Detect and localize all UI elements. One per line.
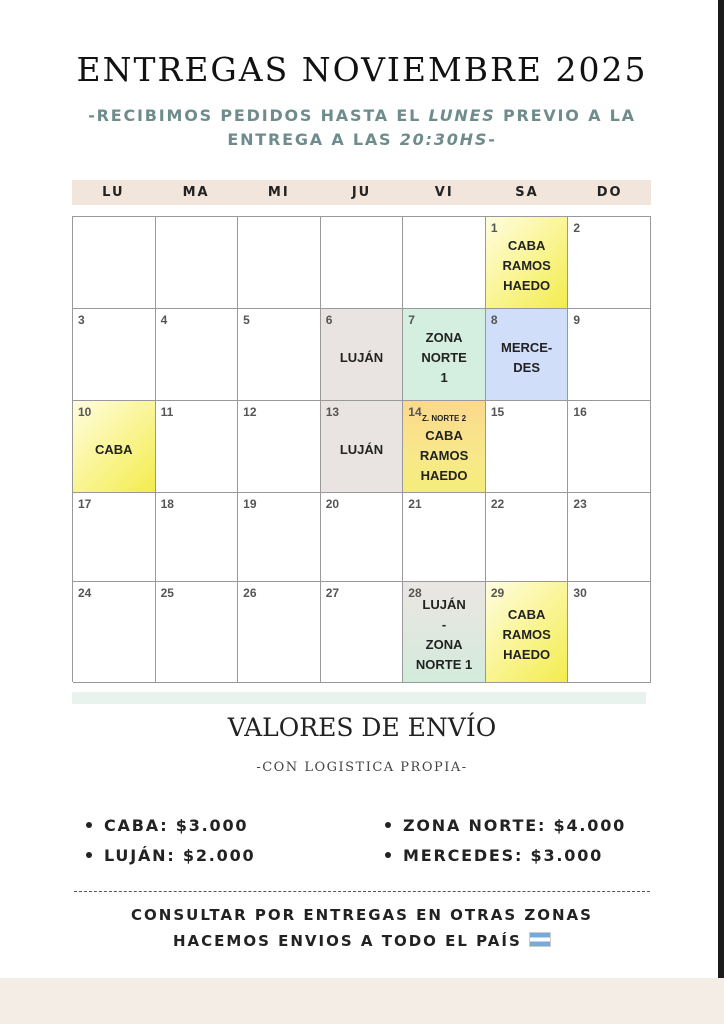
bullet-icon [86, 852, 92, 858]
calendar-day-cell [156, 582, 239, 683]
delivery-zone-label [73, 401, 155, 492]
calendar-day-cell [486, 217, 569, 309]
calendar-day-cell [238, 582, 321, 683]
calendar-day-cell [568, 309, 651, 401]
weekday-label: DO [596, 185, 623, 200]
calendar-day-cell [486, 493, 569, 582]
day-number: 19 [243, 497, 257, 511]
deadline-text-c: PREVIO A LA [495, 106, 636, 125]
delivery-zone-line: HAEDO [420, 467, 468, 483]
deadline-weekday: LUNES [428, 106, 496, 125]
delivery-zone-line: LUJÁN [339, 441, 384, 457]
delivery-zone-line: RAMOS [502, 257, 551, 273]
order-deadline-line-1 [60, 104, 664, 128]
calendar-day-cell [73, 309, 156, 401]
day-number: 6 [325, 313, 333, 327]
delivery-zone-line: LUJÁN [422, 597, 466, 612]
argentina-flag-icon [529, 932, 551, 947]
delivery-zone-label [403, 582, 485, 682]
delivery-zone-line: - [441, 617, 447, 632]
calendar-day-cell [156, 493, 239, 582]
day-number: 4 [160, 313, 168, 327]
delivery-zone-line: ZONA [425, 329, 463, 345]
price-item [385, 846, 603, 865]
delivery-zone-line: RAMOS [502, 627, 551, 642]
calendar-day-cell [238, 309, 321, 401]
delivery-zone-label [403, 309, 485, 400]
delivery-zone-line: HAEDO [503, 277, 551, 293]
day-number: 24 [78, 586, 92, 600]
delivery-zone-line: CABA [507, 237, 546, 253]
order-deadline-line-2 [60, 128, 664, 152]
calendar-day-cell [321, 309, 404, 401]
order-deadline-note [60, 104, 664, 152]
day-number: 10 [78, 405, 92, 419]
calendar-day-cell [568, 401, 651, 493]
delivery-zone-line: MERCE- [500, 339, 553, 355]
price-item [86, 846, 255, 865]
delivery-zone-line: LUJÁN [339, 349, 384, 365]
day-number: 7 [408, 313, 415, 327]
day-number: 12 [243, 405, 257, 419]
calendar-day-cell [321, 217, 404, 309]
day-number: 17 [78, 497, 92, 511]
day-number: 27 [325, 586, 340, 600]
day-number: 3 [78, 313, 85, 327]
delivery-zone-line: 1 [440, 369, 448, 385]
dashed-divider [74, 891, 650, 892]
footer-line-2-text: HACEMOS ENVIOS A TODO EL PAÍS [173, 932, 522, 950]
bullet-icon [86, 822, 92, 828]
day-number: 18 [160, 497, 174, 511]
weekday-label: VI [434, 185, 454, 200]
delivery-zone-line: DES [513, 359, 540, 375]
price-text: CABA: $3.000 [104, 816, 249, 835]
calendar-day-cell [73, 582, 156, 683]
delivery-zone-line: NORTE [421, 349, 467, 365]
price-item [86, 816, 248, 835]
day-number: 14 [408, 405, 422, 419]
calendar-day-cell [238, 217, 321, 309]
delivery-zone-label [321, 309, 403, 400]
calendar-day-cell [321, 401, 404, 493]
calendar-day-cell [403, 309, 486, 401]
calendar-day-cell [238, 493, 321, 582]
calendar-day-cell [156, 401, 239, 493]
day-number: 30 [573, 586, 587, 600]
delivery-zone-label [486, 217, 568, 308]
right-edge-bar [718, 0, 724, 978]
day-number: 9 [573, 313, 581, 327]
day-number: 21 [408, 497, 422, 511]
calendar-day-cell [73, 493, 156, 582]
weekday-label: MI [267, 185, 290, 200]
delivery-zone-line: CABA [95, 441, 133, 457]
footer-line-1: CONSULTAR POR ENTREGAS EN OTRAS ZONAS [131, 906, 593, 924]
price-text: LUJÁN: $2.000 [104, 846, 256, 865]
shipping-subheading: -CON LOGISTICA PROPIA- [256, 760, 468, 775]
calendar-day-cell [486, 582, 569, 683]
calendar-day-cell [403, 582, 486, 683]
day-number: 25 [160, 586, 174, 600]
day-number: 29 [490, 586, 505, 600]
calendar-day-cell [403, 401, 486, 493]
divider-band [72, 692, 646, 704]
calendar-day-cell [238, 401, 321, 493]
delivery-zone-label [486, 309, 568, 400]
delivery-zone-line: CABA [507, 607, 546, 622]
calendar-day-cell [403, 493, 486, 582]
day-number: 5 [243, 313, 250, 327]
weekday-label: JU [351, 185, 372, 200]
delivery-zone-line: NORTE 1 [415, 657, 473, 672]
bullet-icon [385, 852, 391, 858]
calendar-day-cell [568, 217, 651, 309]
delivery-zone-note: Z. NORTE 2 [422, 413, 467, 423]
calendar-day-cell [568, 582, 651, 683]
day-number: 15 [490, 405, 505, 419]
day-number: 2 [573, 221, 581, 235]
price-text: ZONA NORTE: $4.000 [403, 816, 627, 835]
calendar-day-cell [156, 309, 239, 401]
calendar-day-cell [486, 401, 569, 493]
weekday-label: SA [515, 185, 539, 200]
calendar-day-cell [73, 217, 156, 309]
delivery-zone-label [486, 582, 568, 682]
day-number: 13 [325, 405, 340, 419]
calendar-day-cell [486, 309, 569, 401]
day-number: 1 [490, 221, 498, 235]
delivery-zone-line: HAEDO [503, 647, 551, 662]
bullet-icon [385, 822, 391, 828]
day-number: 28 [408, 586, 422, 600]
day-number: 8 [490, 313, 498, 327]
calendar-day-cell [321, 493, 404, 582]
page-title: ENTREGAS NOVIEMBRE 2025 [76, 50, 648, 89]
calendar-grid [72, 216, 651, 682]
weekday-header [72, 180, 651, 205]
calendar-day-cell [403, 217, 486, 309]
price-item [385, 816, 626, 835]
delivery-zone-line: CABA [425, 427, 463, 443]
deadline-text-e: - [488, 130, 497, 149]
weekday-label: LU [102, 185, 125, 200]
price-text: MERCEDES: $3.000 [403, 846, 604, 865]
deadline-text-d: ENTREGA A LAS [227, 130, 400, 149]
day-number: 20 [325, 497, 340, 511]
delivery-zone-line: ZONA [425, 637, 463, 652]
day-number: 26 [243, 586, 257, 600]
delivery-zone-label [321, 401, 403, 492]
day-number: 11 [160, 405, 174, 419]
delivery-zone-label [403, 401, 485, 492]
deadline-text-a: -RECIBIMOS PEDIDOS HASTA EL [88, 106, 429, 125]
day-number: 16 [573, 405, 587, 419]
day-number: 23 [573, 497, 587, 511]
delivery-zone-line: RAMOS [419, 447, 469, 463]
day-number: 22 [490, 497, 505, 511]
calendar-day-cell [321, 582, 404, 683]
deadline-time: 20:30HS [399, 130, 489, 149]
calendar-day-cell [156, 217, 239, 309]
footer-line-2 [0, 932, 724, 950]
weekday-label: MA [182, 185, 210, 200]
calendar-day-cell [568, 493, 651, 582]
calendar-day-cell [73, 401, 156, 493]
shipping-heading: VALORES DE ENVÍO [227, 713, 497, 742]
